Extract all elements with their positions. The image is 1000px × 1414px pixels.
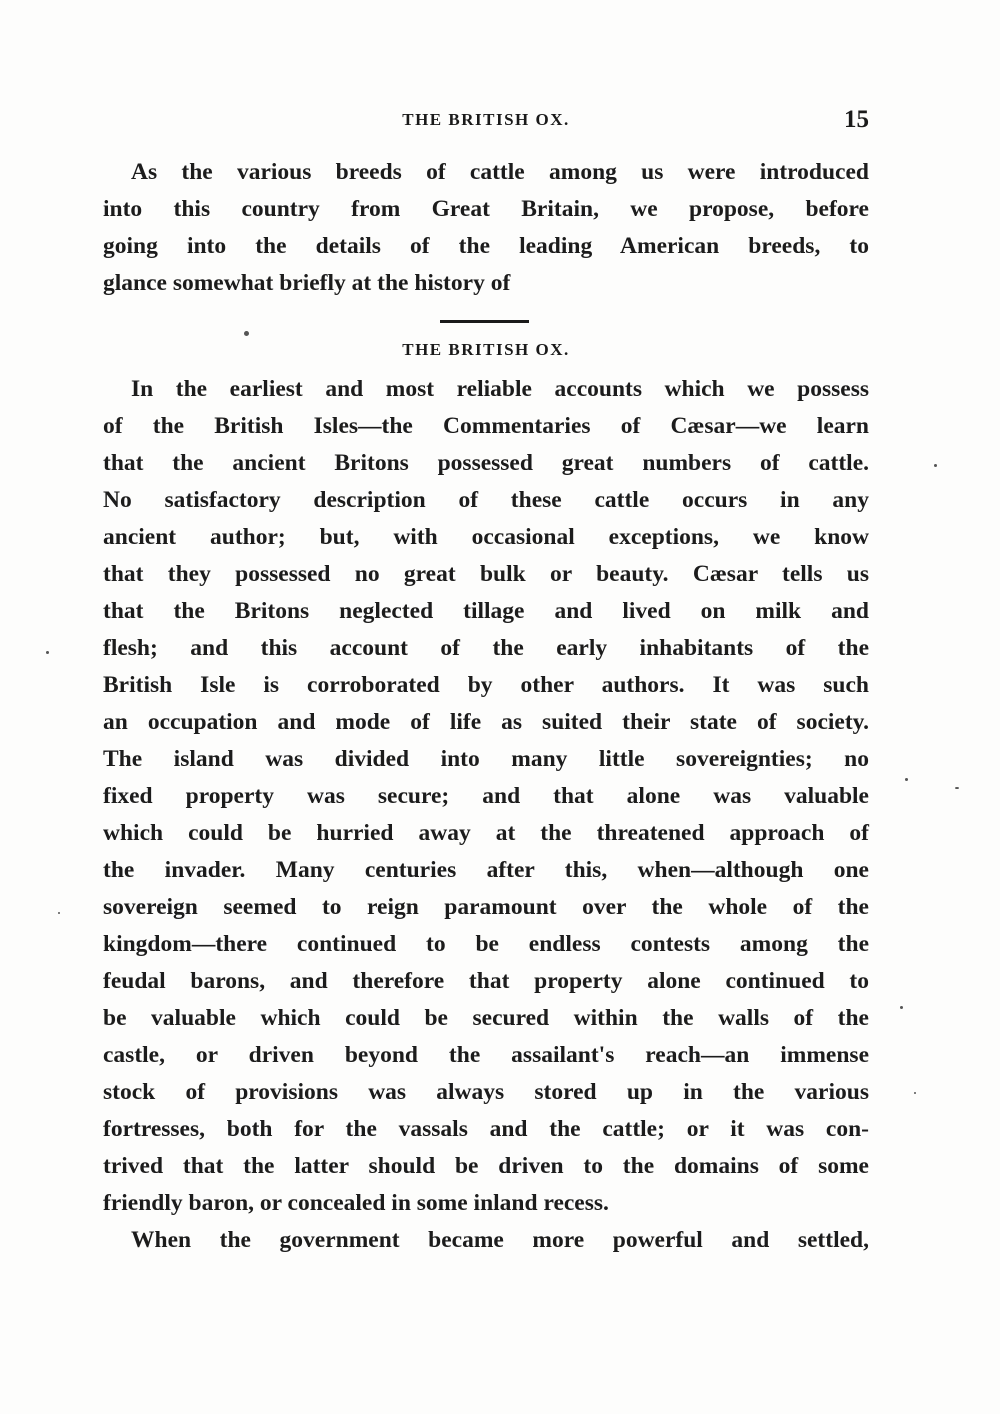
text-line: friendly baron, or concealed in some inland recess. xyxy=(103,1190,609,1216)
text-line: In the earliest and most reliable accounts which we possess xyxy=(131,376,869,402)
text-line: flesh; and this account of the early inhabitants of the xyxy=(103,635,869,661)
text-line: feudal barons, and therefore that property alone continued to xyxy=(103,968,869,994)
text-line: that the ancient Britons possessed great numbers of cattle. xyxy=(103,450,869,476)
text-line: an occupation and mode of life as suited their state of society. xyxy=(103,709,869,735)
scan-speck xyxy=(58,912,60,914)
text-line: sovereign seemed to reign paramount over the whole of the xyxy=(103,894,869,920)
text-line: fixed property was secure; and that alone was valuable xyxy=(103,783,869,809)
scan-speck xyxy=(934,464,937,467)
scan-speck xyxy=(914,1092,916,1094)
scan-speck xyxy=(900,1006,903,1009)
text-line: No satisfactory description of these cattle occurs in any xyxy=(103,487,869,513)
section-heading: THE BRITISH OX. xyxy=(402,340,570,359)
text-line: into this country from Great Britain, we propose, before xyxy=(103,196,869,222)
text-line: When the government became more powerful and settled, xyxy=(131,1227,869,1253)
text-line: of the British Isles—the Commentaries of Cæsar—we learn xyxy=(103,413,869,439)
page-number: 15 xyxy=(844,106,869,133)
text-line: fortresses, both for the vassals and the cattle; or it was con- xyxy=(103,1116,869,1142)
section-divider-rule xyxy=(440,320,529,323)
scan-speck xyxy=(955,787,959,789)
text-line: trived that the latter should be driven to the domains of some xyxy=(103,1153,869,1179)
text-line: ancient author; but, with occasional exceptions, we know xyxy=(103,524,869,550)
text-line: castle, or driven beyond the assailant's reach—an immense xyxy=(103,1042,869,1068)
running-title: THE BRITISH OX. xyxy=(402,110,570,129)
text-line: The island was divided into many little sovereignties; no xyxy=(103,746,869,772)
body-paragraphs xyxy=(103,371,869,1259)
text-line: which could be hurried away at the threatened approach of xyxy=(103,820,869,846)
scan-speck xyxy=(905,778,908,781)
text-line: be valuable which could be secured within the walls of the xyxy=(103,1005,869,1031)
text-line: the invader. Many centuries after this, when—although one xyxy=(103,857,869,883)
text-line: kingdom—there continued to be endless contests among the xyxy=(103,931,869,957)
text-line: going into the details of the leading American breeds, to xyxy=(103,233,869,259)
intro-paragraph xyxy=(103,154,869,302)
scan-speck xyxy=(46,651,49,654)
running-header xyxy=(103,106,869,136)
text-line: glance somewhat briefly at the history of xyxy=(103,270,511,296)
text-line: stock of provisions was always stored up in the various xyxy=(103,1079,869,1105)
text-line: British Isle is corroborated by other authors. It was such xyxy=(103,672,869,698)
text-line: that the Britons neglected tillage and lived on milk and xyxy=(103,598,869,624)
text-line: that they possessed no great bulk or beauty. Cæsar tells us xyxy=(103,561,869,587)
text-line: As the various breeds of cattle among us were introduced xyxy=(131,159,869,185)
scan-speck xyxy=(244,331,249,336)
